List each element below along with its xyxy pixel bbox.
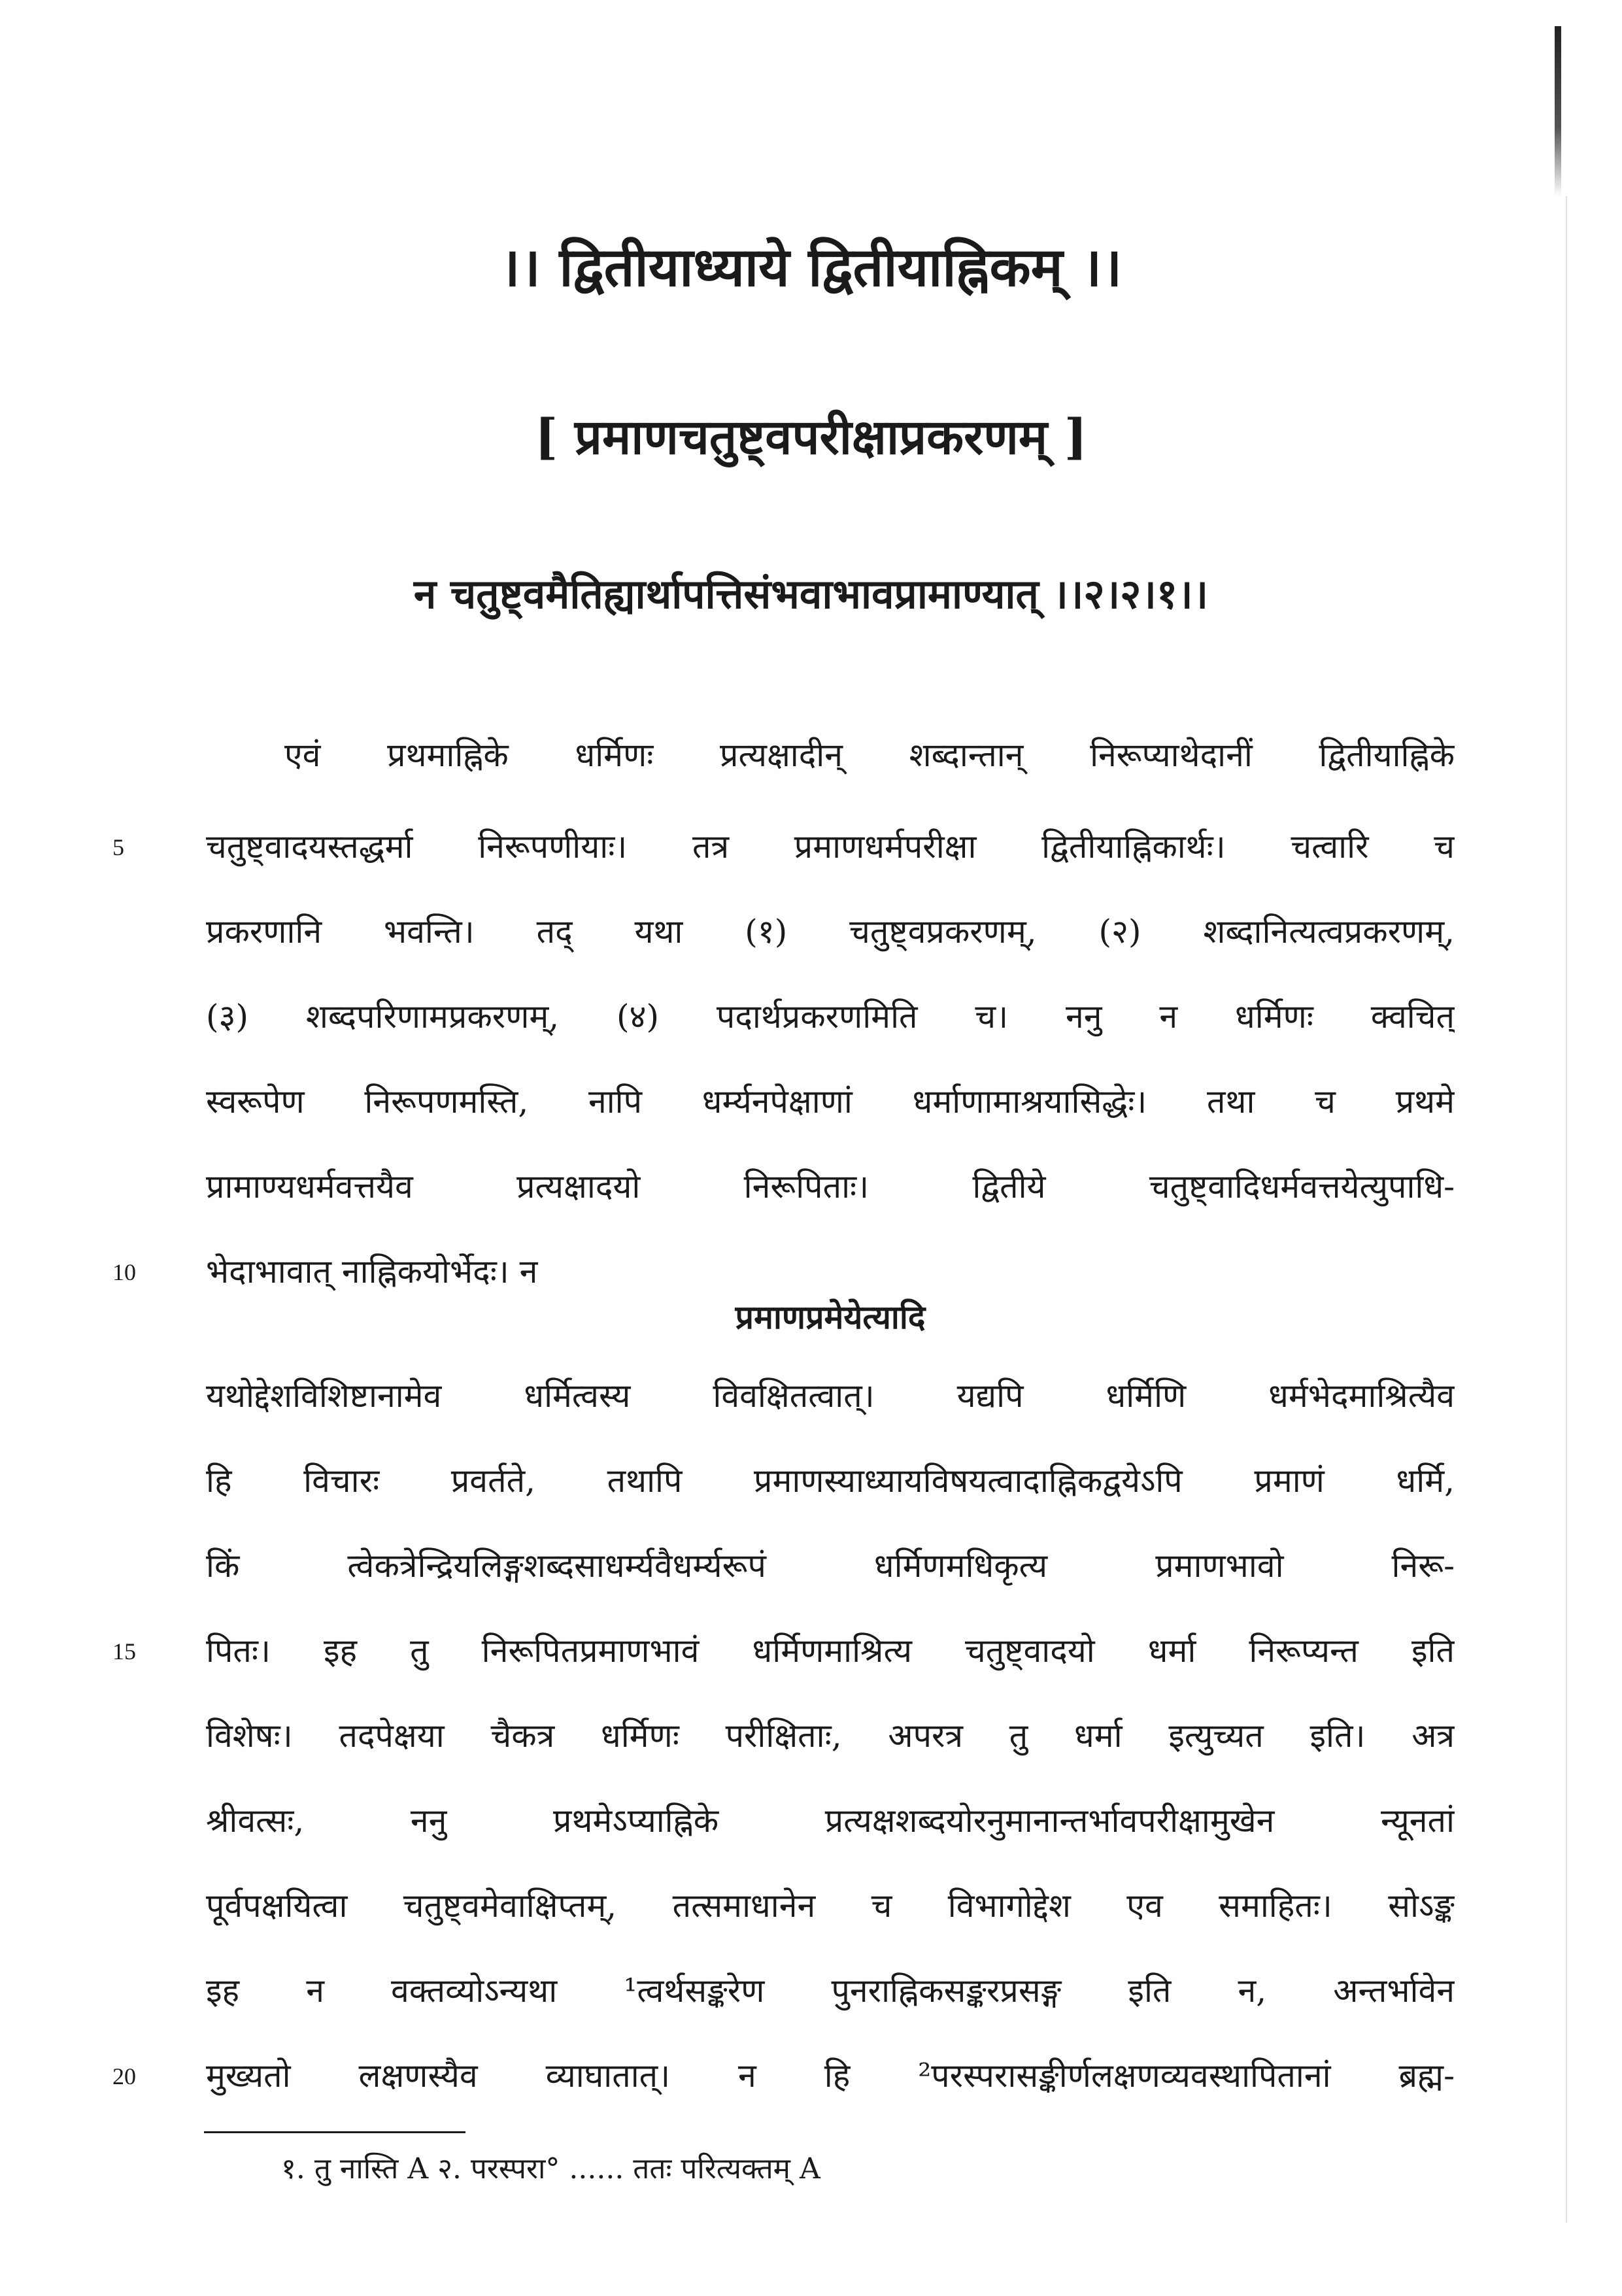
subheading-pratika: प्रमाणप्रमेयेत्यादि: [735, 1298, 926, 1336]
body-line: स्वरूपेण निरूपणमस्ति, नापि धर्म्यनपेक्षाणां धर्माणामाश्रयासिद्धेः। तथा च प्रथमे: [206, 1083, 1455, 1121]
body-line: पितः। इह तु निरूपितप्रमाणभावं धर्मिणमाश्रित्य चतुष्ट्वादयो धर्मा निरूप्यन्त इति: [206, 1632, 1455, 1670]
line-number: 20: [112, 2063, 136, 2089]
body-line: (३) शब्दपरिणामप्रकरणम्, (४) पदार्थप्रकरणमिति च। ननु न धर्मिणः क्वचित्: [206, 998, 1455, 1036]
line-number: 10: [112, 1259, 136, 1285]
body-line: श्रीवत्सः, ननु प्रथमेऽप्याह्निके प्रत्यक्षशब्दयोरनुमानान्तर्भावपरीक्षामुखेन न्यूनतां: [206, 1802, 1455, 1840]
body-line: मुख्यतो लक्षणस्यैव व्याघातात्। न हि ²परस्परासङ्कीर्णलक्षणव्यवस्थापितानां ब्रह्म-: [206, 2057, 1455, 2095]
line-number: 15: [112, 1638, 136, 1664]
body-line: किं त्वेकत्रेन्द्रियलिङ्गशब्दसाधर्म्यवैधर्म्यरूपं धर्मिणमधिकृत्य प्रमाणभावो निरू-: [206, 1547, 1455, 1585]
body-line: यथोद्देशविशिष्टानामेव धर्मित्वस्य विवक्षितत्वात्। यद्यपि धर्मिणि धर्मभेदमाश्रित्यैव: [206, 1377, 1455, 1415]
line-number: 5: [112, 834, 124, 860]
footnotes: १. तु नास्ति A २. परस्परा° ...... ततः परित्यक्तम् A: [281, 2152, 820, 2186]
chapter-title: ।। द्वितीयाध्याये द्वितीयाह्निकम् ।।: [499, 236, 1123, 299]
scan-edge-line: [1566, 196, 1567, 2223]
body-line: इह न वक्तव्योऽन्यथा ¹त्वर्थसङ्करेण पुनराह्निकसङ्करप्रसङ्ग इति न, अन्तर्भावेन: [206, 1972, 1455, 2010]
footnote-rule: [204, 2131, 465, 2133]
body-line: विशेषः। तदपेक्षया चैकत्र धर्मिणः परीक्षिताः, अपरत्र तु धर्मा इत्युच्यत इति। अत्र: [206, 1717, 1455, 1755]
body-line: पूर्वपक्षयित्वा चतुष्ट्वमेवाक्षिप्तम्, तत्समाधानेन च विभागोद्देश एव समाहितः। सोऽङ्क: [206, 1887, 1455, 1925]
body-line: एवं प्रथमाह्निके धर्मिणः प्रत्यक्षादीन् शब्दान्तान् निरूप्याथेदानीं द्वितीयाह्निके: [284, 736, 1455, 774]
scan-edge-artifact: [1555, 26, 1561, 196]
body-line: प्रकरणानि भवन्ति। तद् यथा (१) चतुष्ट्वप्रकरणम्, (२) शब्दानित्यत्वप्रकरणम्,: [206, 913, 1455, 951]
body-line: प्रामाण्यधर्मवत्तयैव प्रत्यक्षादयो निरूपिताः। द्वितीये चतुष्ट्वादिधर्मवत्तयेत्युपाधि-: [206, 1168, 1455, 1206]
body-line: भेदाभावात् नाह्निकयोर्भेदः। न: [206, 1253, 538, 1291]
sutra-heading: न चतुष्ट्वमैतिह्यार्थापत्तिसंभवाभावप्रामाण्यात् ।।२।२।१।।: [413, 570, 1209, 618]
body-line: चतुष्ट्वादयस्तद्धर्मा निरूपणीयाः। तत्र प्रमाणधर्मपरीक्षा द्वितीयाह्निकार्थः। चत्वारि च: [206, 828, 1455, 866]
body-line: हि विचारः प्रवर्तते, तथापि प्रमाणस्याध्यायविषयत्वादाह्निकद्वयेऽपि प्रमाणं धर्मि,: [206, 1462, 1455, 1500]
section-title: [ प्रमाणचतुष्ट्वपरीक्षाप्रकरणम् ]: [535, 409, 1087, 465]
